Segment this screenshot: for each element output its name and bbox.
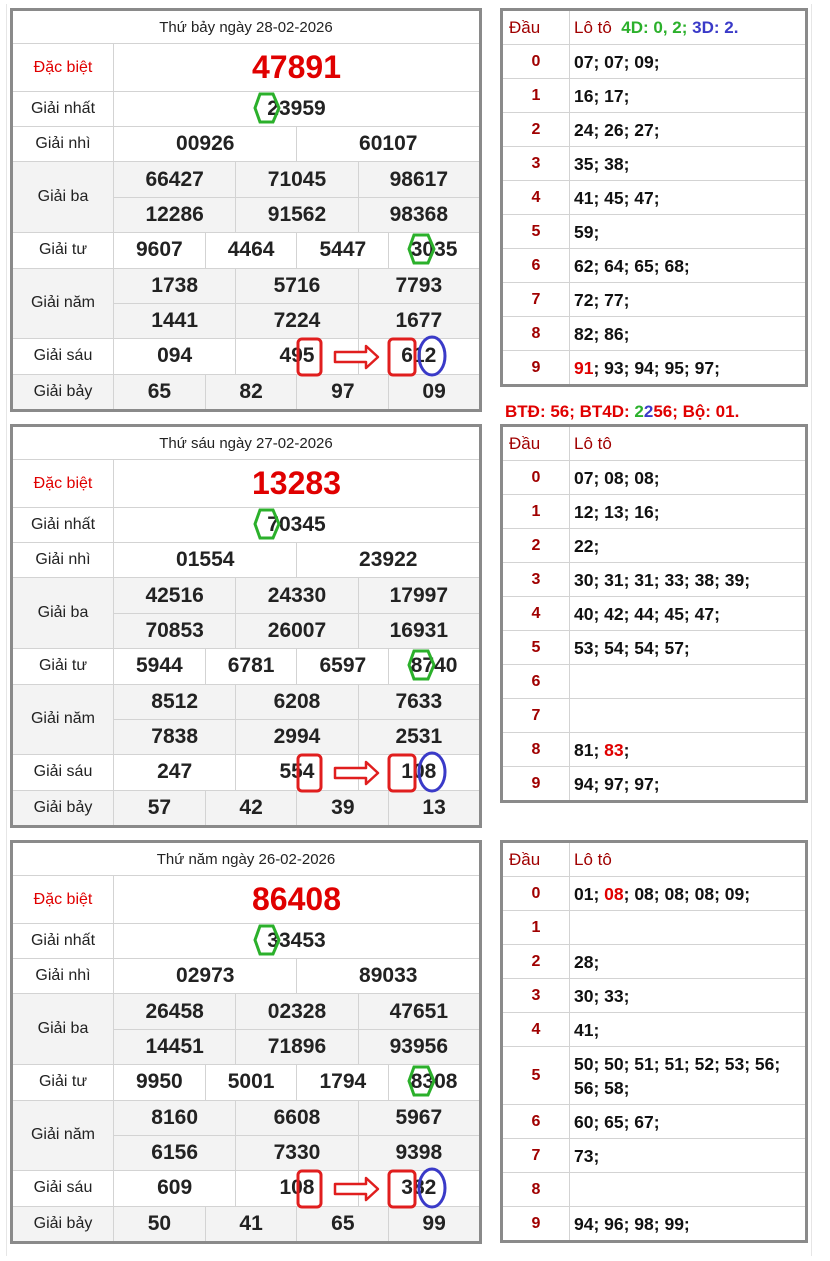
third-prize-value: 24330 (236, 578, 358, 613)
prize-label-fourth: Giải tư (12, 233, 114, 268)
loto-row (502, 733, 807, 767)
loto-row (502, 1173, 807, 1207)
loto-values-text: 94; 96; 98; 99; (574, 1213, 690, 1234)
fifth-prize-value: 7838 (114, 719, 236, 754)
loto-header-loto (570, 10, 807, 45)
loto-head-digit: 4 (502, 1013, 570, 1047)
result-block (0, 8, 830, 420)
loto-values-text: 16; 17; (574, 85, 630, 106)
loto-row (502, 317, 807, 351)
loto-head-digit: 7 (502, 283, 570, 317)
loto-row (502, 1105, 807, 1139)
loto-values (570, 351, 807, 386)
prize-label-special: Đặc biệt (12, 44, 114, 91)
summary-rest: 56; Bộ: 01. (653, 402, 740, 421)
seventh-prize-value: 50 (114, 1206, 206, 1242)
seventh-prize-value: 09 (389, 374, 481, 410)
loto-values-text: 40; 42; 44; 45; 47; (574, 603, 720, 624)
second-prize-value: 01554 (114, 543, 297, 578)
fourth-prize-value: 8308 (389, 1065, 481, 1100)
loto-head-digit: 7 (502, 699, 570, 733)
loto-values-text: 07; 07; 09; (574, 51, 660, 72)
loto-header-loto (570, 426, 807, 461)
loto-header-label: Lô tô (574, 849, 612, 869)
prize-label-special: Đặc biệt (12, 876, 114, 923)
loto-highlight-value: 91 (574, 357, 594, 378)
special-prize-value: 13283 (114, 460, 481, 507)
sixth-prize-value: 554 (236, 755, 358, 790)
loto-table (500, 8, 808, 387)
loto-row (502, 147, 807, 181)
loto-row (502, 1139, 807, 1173)
loto-values-text: ; 08; 08; 08; 09; (623, 883, 751, 904)
loto-header-label: Lô tô (574, 17, 612, 37)
loto-values (570, 1207, 807, 1242)
summary-digit-blue: 2 (643, 402, 654, 421)
loto-values-text: 50; 50; 51; 51; 52; 53; 56; 56; 58; (574, 1053, 781, 1098)
loto-row (502, 1047, 807, 1105)
prize-label-sixth: Giải sáu (12, 755, 114, 790)
prize-label-fourth: Giải tư (12, 1065, 114, 1100)
sixth-prize-value: 108 (236, 1171, 358, 1206)
third-prize-value: 26458 (114, 994, 236, 1029)
fourth-prize-value: 6781 (205, 649, 297, 684)
result-block (0, 840, 830, 1252)
seventh-prize-value: 82 (205, 374, 297, 410)
prize-label-sixth: Giải sáu (12, 1171, 114, 1206)
third-prize-value: 26007 (236, 613, 358, 648)
loto-row (502, 1013, 807, 1047)
loto-row (502, 181, 807, 215)
loto-values-text: 94; 97; 97; (574, 773, 660, 794)
loto-row (502, 113, 807, 147)
loto-values (570, 597, 807, 631)
prize-label-seventh: Giải bảy (12, 374, 114, 410)
fifth-prize-value: 2531 (358, 719, 480, 754)
prize-label-third: Giải ba (12, 578, 114, 649)
loto-head-digit: 5 (502, 1047, 570, 1105)
loto-values (570, 979, 807, 1013)
third-prize-value: 98368 (358, 197, 480, 232)
loto-head-digit: 5 (502, 215, 570, 249)
loto-values-text: 72; 77; (574, 289, 630, 310)
loto-highlight-value: 08 (604, 883, 624, 904)
fourth-prize-value: 4464 (205, 233, 297, 268)
third-prize-value: 91562 (236, 197, 358, 232)
prize-label-fifth: Giải năm (12, 684, 114, 755)
loto-values-text: 30; 33; (574, 985, 630, 1006)
loto-values (570, 45, 807, 79)
results-table (10, 424, 482, 828)
loto-values (570, 631, 807, 665)
third-prize-value: 71045 (236, 162, 358, 197)
loto-values-text: 30; 31; 31; 33; 38; 39; (574, 569, 751, 590)
loto-values-text: 60; 65; 67; (574, 1111, 660, 1132)
fifth-prize-value: 7330 (236, 1135, 358, 1170)
seventh-prize-value: 41 (205, 1206, 297, 1242)
loto-head-digit: 9 (502, 767, 570, 802)
prize-label-first: Giải nhất (12, 91, 114, 126)
loto-head-digit: 0 (502, 877, 570, 911)
fifth-prize-value: 1738 (114, 268, 236, 303)
fifth-prize-value: 9398 (358, 1135, 480, 1170)
prize-label-second: Giải nhì (12, 959, 114, 994)
prize-label-special: Đặc biệt (12, 460, 114, 507)
fifth-prize-value: 1441 (114, 303, 236, 338)
loto-head-digit: 3 (502, 563, 570, 597)
loto-values (570, 113, 807, 147)
prize-label-second: Giải nhì (12, 127, 114, 162)
loto-values-text: 41; 45; 47; (574, 187, 660, 208)
loto-values-text: 41; (574, 1019, 600, 1040)
prize-label-third: Giải ba (12, 994, 114, 1065)
seventh-prize-value: 13 (389, 790, 481, 826)
loto-row (502, 529, 807, 563)
loto-values (570, 1047, 807, 1105)
loto-head-digit: 2 (502, 529, 570, 563)
sixth-prize-value: 495 (236, 339, 358, 374)
loto-head-digit: 9 (502, 351, 570, 386)
results-table (10, 840, 482, 1244)
third-prize-value: 70853 (114, 613, 236, 648)
second-prize-value: 02973 (114, 959, 297, 994)
seventh-prize-value: 65 (297, 1206, 389, 1242)
loto-head-digit: 1 (502, 495, 570, 529)
loto-row (502, 665, 807, 699)
loto-values (570, 283, 807, 317)
loto-header-loto (570, 842, 807, 877)
seventh-prize-value: 42 (205, 790, 297, 826)
loto-head-digit: 0 (502, 45, 570, 79)
loto-head-digit: 6 (502, 1105, 570, 1139)
loto-head-digit: 8 (502, 733, 570, 767)
loto-tag-4d: 4D: 0, 2; (621, 17, 688, 37)
loto-values-text: 82; 86; (574, 323, 630, 344)
loto-values-prefix: 01; (574, 883, 605, 904)
loto-row (502, 877, 807, 911)
fifth-prize-value: 6156 (114, 1135, 236, 1170)
fifth-prize-value: 8512 (114, 684, 236, 719)
summary-digit-green: 2 (634, 402, 644, 421)
loto-values (570, 461, 807, 495)
loto-values (570, 317, 807, 351)
sixth-prize-value: 094 (114, 339, 236, 374)
loto-head-digit: 0 (502, 461, 570, 495)
sixth-prize-value: 108 (358, 755, 480, 790)
fourth-prize-value: 6597 (297, 649, 389, 684)
loto-head-digit: 7 (502, 1139, 570, 1173)
third-prize-value: 66427 (114, 162, 236, 197)
fifth-prize-value: 7793 (358, 268, 480, 303)
loto-head-digit: 8 (502, 1173, 570, 1207)
loto-values-text: 73; (574, 1145, 600, 1166)
loto-row (502, 563, 807, 597)
loto-values (570, 699, 807, 733)
loto-values-text: 53; 54; 54; 57; (574, 637, 690, 658)
second-prize-value: 00926 (114, 127, 297, 162)
third-prize-value: 42516 (114, 578, 236, 613)
loto-tag-3d: 3D: 2. (692, 17, 739, 37)
loto-values (570, 1013, 807, 1047)
loto-table (500, 840, 808, 1243)
first-prize-value: 23959 (114, 91, 481, 126)
fourth-prize-value: 9950 (114, 1065, 206, 1100)
prize-label-third: Giải ba (12, 162, 114, 233)
third-prize-value: 17997 (358, 578, 480, 613)
loto-head-digit: 6 (502, 665, 570, 699)
loto-values (570, 563, 807, 597)
third-prize-value: 02328 (236, 994, 358, 1029)
fourth-prize-value: 1794 (297, 1065, 389, 1100)
seventh-prize-value: 97 (297, 374, 389, 410)
prize-label-second: Giải nhì (12, 543, 114, 578)
fourth-prize-value: 9607 (114, 233, 206, 268)
prize-label-seventh: Giải bảy (12, 790, 114, 826)
sixth-prize-value: 612 (358, 339, 480, 374)
loto-values (570, 665, 807, 699)
loto-head-digit: 3 (502, 147, 570, 181)
loto-values (570, 733, 807, 767)
first-prize-value: 33453 (114, 923, 481, 958)
loto-values (570, 249, 807, 283)
loto-head-digit: 4 (502, 597, 570, 631)
loto-head-digit: 3 (502, 979, 570, 1013)
loto-row (502, 699, 807, 733)
loto-values (570, 529, 807, 563)
loto-values-text: 35; 38; (574, 153, 630, 174)
seventh-prize-value: 65 (114, 374, 206, 410)
loto-row (502, 495, 807, 529)
fourth-prize-value: 5944 (114, 649, 206, 684)
second-prize-value: 89033 (297, 959, 481, 994)
loto-head-digit: 6 (502, 249, 570, 283)
fourth-prize-value: 3035 (389, 233, 481, 268)
loto-values (570, 945, 807, 979)
loto-values-text: 12; 13; 16; (574, 501, 660, 522)
loto-highlight-value: 83 (604, 739, 624, 760)
fourth-prize-value: 5447 (297, 233, 389, 268)
loto-values (570, 215, 807, 249)
prize-label-fifth: Giải năm (12, 1100, 114, 1171)
loto-head-digit: 4 (502, 181, 570, 215)
loto-row (502, 597, 807, 631)
loto-row (502, 631, 807, 665)
loto-values (570, 181, 807, 215)
first-prize-value: 70345 (114, 507, 481, 542)
loto-values-text: 62; 64; 65; 68; (574, 255, 690, 276)
special-prize-value: 47891 (114, 44, 481, 91)
loto-row (502, 45, 807, 79)
loto-row (502, 283, 807, 317)
third-prize-value: 71896 (236, 1029, 358, 1064)
third-prize-value: 93956 (358, 1029, 480, 1064)
loto-values-text: ; (623, 739, 630, 760)
loto-row (502, 249, 807, 283)
second-prize-value: 23922 (297, 543, 481, 578)
prize-label-seventh: Giải bảy (12, 1206, 114, 1242)
seventh-prize-value: 99 (389, 1206, 481, 1242)
loto-row (502, 979, 807, 1013)
special-prize-value: 86408 (114, 876, 481, 923)
loto-values (570, 877, 807, 911)
loto-head-digit: 2 (502, 113, 570, 147)
fifth-prize-value: 7224 (236, 303, 358, 338)
summary-prefix: BTĐ: 56; BT4D: (505, 402, 635, 421)
prize-label-first: Giải nhất (12, 923, 114, 958)
fourth-prize-value: 5001 (205, 1065, 297, 1100)
prize-label-sixth: Giải sáu (12, 339, 114, 374)
prize-label-fifth: Giải năm (12, 268, 114, 339)
fifth-prize-value: 2994 (236, 719, 358, 754)
draw-date-title: Thứ bảy ngày 28-02-2026 (12, 10, 481, 44)
third-prize-value: 47651 (358, 994, 480, 1029)
sixth-prize-value: 609 (114, 1171, 236, 1206)
third-prize-value: 98617 (358, 162, 480, 197)
summary-line (505, 402, 739, 422)
draw-date-title: Thứ năm ngày 26-02-2026 (12, 842, 481, 876)
third-prize-value: 16931 (358, 613, 480, 648)
fifth-prize-value: 7633 (358, 684, 480, 719)
loto-head-digit: 9 (502, 1207, 570, 1242)
loto-row (502, 1207, 807, 1242)
second-prize-value: 60107 (297, 127, 481, 162)
prize-label-first: Giải nhất (12, 507, 114, 542)
fifth-prize-value: 8160 (114, 1100, 236, 1135)
loto-values (570, 147, 807, 181)
prize-label-fourth: Giải tư (12, 649, 114, 684)
fifth-prize-value: 6608 (236, 1100, 358, 1135)
results-table (10, 8, 482, 412)
fifth-prize-value: 1677 (358, 303, 480, 338)
loto-row (502, 461, 807, 495)
loto-head-digit: 1 (502, 79, 570, 113)
draw-date-title: Thứ sáu ngày 27-02-2026 (12, 426, 481, 460)
loto-values-text: 07; 08; 08; (574, 467, 660, 488)
loto-head-digit: 5 (502, 631, 570, 665)
sixth-prize-value: 382 (358, 1171, 480, 1206)
third-prize-value: 12286 (114, 197, 236, 232)
loto-values (570, 767, 807, 802)
loto-header-dau: Đầu (502, 426, 570, 461)
loto-values-text: ; 93; 94; 95; 97; (593, 357, 720, 378)
loto-row (502, 79, 807, 113)
fifth-prize-value: 6208 (236, 684, 358, 719)
loto-values (570, 1105, 807, 1139)
loto-values (570, 1139, 807, 1173)
loto-header-dau: Đầu (502, 10, 570, 45)
sixth-prize-value: 247 (114, 755, 236, 790)
loto-values-prefix: 81; (574, 739, 605, 760)
seventh-prize-value: 39 (297, 790, 389, 826)
loto-row (502, 215, 807, 249)
loto-values (570, 79, 807, 113)
loto-values-text: 22; (574, 535, 600, 556)
loto-row (502, 945, 807, 979)
loto-row (502, 911, 807, 945)
loto-row (502, 767, 807, 802)
result-block (0, 424, 830, 836)
loto-values (570, 911, 807, 945)
fifth-prize-value: 5716 (236, 268, 358, 303)
loto-row (502, 351, 807, 386)
fifth-prize-value: 5967 (358, 1100, 480, 1135)
loto-values (570, 1173, 807, 1207)
fourth-prize-value: 8740 (389, 649, 481, 684)
loto-head-digit: 2 (502, 945, 570, 979)
loto-values (570, 495, 807, 529)
loto-header-label: Lô tô (574, 433, 612, 453)
loto-values-text: 24; 26; 27; (574, 119, 660, 140)
loto-values-text: 59; (574, 221, 600, 242)
loto-table (500, 424, 808, 803)
third-prize-value: 14451 (114, 1029, 236, 1064)
loto-head-digit: 8 (502, 317, 570, 351)
seventh-prize-value: 57 (114, 790, 206, 826)
loto-head-digit: 1 (502, 911, 570, 945)
loto-values-text: 28; (574, 951, 600, 972)
loto-header-dau: Đầu (502, 842, 570, 877)
